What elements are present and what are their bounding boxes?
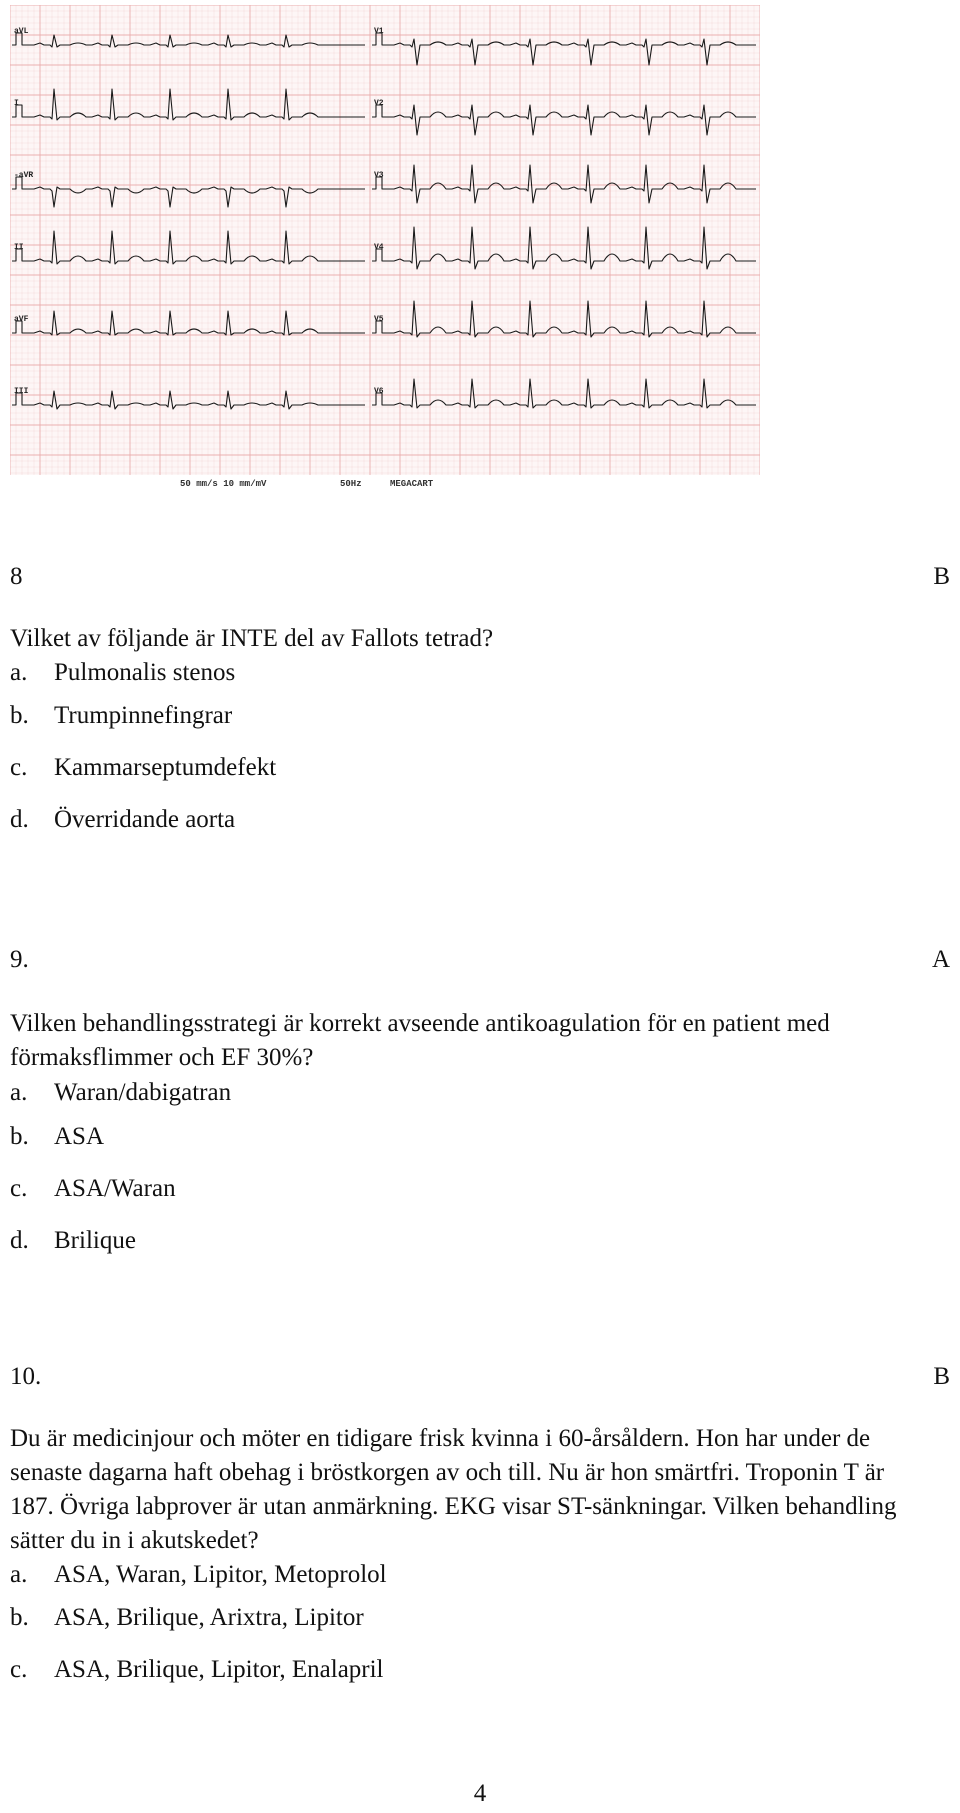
option-a	[10, 1558, 950, 1592]
option-b	[10, 1111, 950, 1163]
option-text: Trumpinnefingrar	[54, 702, 233, 729]
option-list	[10, 656, 950, 846]
option-text: ASA, Brilique, Lipitor, Enalapril	[54, 1656, 384, 1683]
question-header	[10, 560, 950, 594]
option-letter: c.	[10, 1656, 28, 1683]
ecg-strip	[10, 5, 760, 495]
question-number: 9.	[10, 946, 29, 973]
ecg-lead-label-right: V5	[374, 315, 384, 324]
answer-key: B	[933, 1363, 950, 1390]
ecg-lead-label-left: II	[14, 243, 24, 252]
option-text: Pulmonalis stenos	[54, 659, 236, 686]
option-list	[10, 1558, 950, 1696]
ecg-lead-label-right: V6	[374, 387, 384, 396]
option-c	[10, 1163, 950, 1215]
option-letter: b.	[10, 702, 29, 729]
ecg-lead-label-right: V2	[374, 99, 384, 108]
option-a	[10, 656, 950, 690]
page-number: 4	[473, 1780, 487, 1807]
option-text: Brilique	[54, 1227, 136, 1254]
option-letter: c.	[10, 1175, 28, 1202]
ecg-lead-label-left: III	[14, 387, 29, 396]
question-stem: Vilket av följande är INTE del av Fallots tetrad?	[10, 625, 494, 652]
ecg-footer-text: MEGACART	[390, 479, 434, 489]
question-8	[10, 560, 950, 846]
ecg-lead-label-left: -aVR	[14, 171, 34, 180]
question-stem: Du är medicinjour och möter en tidigare frisk kvinna i 60-årsåldern. Hon har under de senaste dagarna haft obehag i bröstkorgen av och till. Nu är hon smärtfri. Troponin T är 187. Övriga labprover är utan anmärkning. EKG visar ST-sänkningar. Vilken behandling sätter du in i akutskedet?	[10, 1425, 897, 1554]
ecg-footer-text: 50Hz	[340, 479, 362, 489]
answer-key: A	[931, 946, 950, 973]
option-letter: b.	[10, 1604, 29, 1631]
option-a	[10, 1075, 950, 1111]
option-text: ASA, Brilique, Arixtra, Lipitor	[54, 1604, 364, 1631]
option-d	[10, 1215, 950, 1267]
ecg-lead-label-left: I	[14, 99, 19, 108]
option-text: Överridande aorta	[54, 806, 236, 833]
ecg-lead-label-right: V4	[374, 243, 384, 252]
question-stem: Vilken behandlingsstrategi är korrekt avseende antikoagulation för en patient med förmaksflimmer och EF 30%?	[10, 1010, 830, 1071]
ecg-lead-label-left: aVL	[14, 27, 29, 36]
option-b	[10, 690, 950, 742]
option-letter: a.	[10, 1561, 28, 1588]
question-number: 10.	[10, 1363, 42, 1390]
option-letter: d.	[10, 806, 29, 833]
option-list	[10, 1075, 950, 1267]
option-letter: d.	[10, 1227, 29, 1254]
option-letter: a.	[10, 1079, 28, 1106]
option-text: ASA/Waran	[54, 1175, 176, 1202]
option-text: Kammarseptumdefekt	[54, 754, 277, 781]
ecg-image	[10, 5, 760, 495]
answer-key: B	[933, 563, 950, 590]
option-c	[10, 742, 950, 794]
option-letter: b.	[10, 1123, 29, 1150]
ecg-lead-label-right: V1	[374, 27, 384, 36]
question-number: 8	[10, 563, 23, 590]
ecg-lead-label-left: aVF	[14, 315, 29, 324]
question-header	[10, 943, 950, 977]
question-9	[10, 943, 950, 1267]
option-c	[10, 1644, 950, 1696]
question-header	[10, 1360, 950, 1394]
option-text: ASA	[54, 1123, 105, 1150]
ecg-footer-text: 50 mm/s 10 mm/mV	[180, 479, 267, 489]
question-10	[10, 1360, 950, 1696]
ecg-lead-label-right: V3	[374, 171, 384, 180]
option-text: ASA, Waran, Lipitor, Metoprolol	[54, 1561, 387, 1588]
option-letter: a.	[10, 659, 28, 686]
option-d	[10, 794, 950, 846]
option-letter: c.	[10, 754, 28, 781]
option-b	[10, 1592, 950, 1644]
option-text: Waran/dabigatran	[54, 1079, 232, 1106]
